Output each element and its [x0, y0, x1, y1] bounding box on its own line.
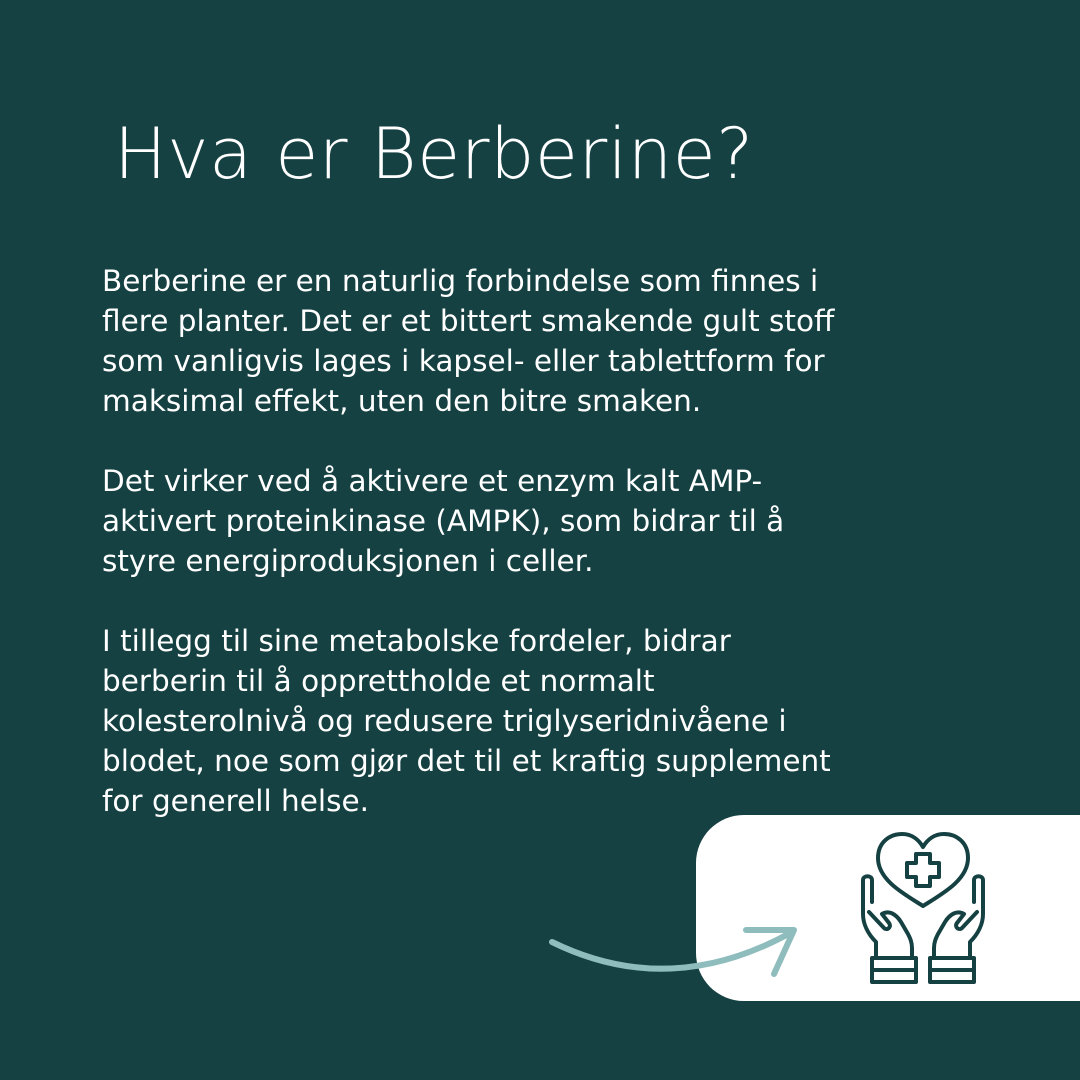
text-line: Det virker ved å aktivere et enzym kalt AMP-: [102, 464, 763, 498]
curved-arrow-icon: [540, 910, 810, 1000]
body-text: [102, 261, 1002, 821]
text-line: kolesterolnivå og redusere triglyseridnivåene i: [102, 704, 787, 738]
page-title: Hva er Berberine?: [114, 113, 754, 195]
text-line: styre energiproduksjonen i celler.: [102, 544, 594, 578]
paragraph-mechanism: [102, 461, 1002, 581]
text-line: flere planter. Det er et bittert smakende gult stoff: [102, 304, 835, 338]
text-line: som vanligvis lages i kapsel- eller tablettform for: [102, 344, 825, 378]
text-line: Berberine er en naturlig forbindelse som finnes i: [102, 264, 819, 298]
paragraph-benefits: [102, 621, 1002, 821]
text-line: blodet, noe som gjør det til et kraftig supplement: [102, 744, 831, 778]
hands-holding-heart-cross-icon: [856, 830, 990, 990]
text-line: I tillegg til sine metabolske fordeler, bidrar: [102, 624, 731, 658]
text-line: for generell helse.: [102, 784, 369, 818]
paragraph-intro: [102, 261, 1002, 421]
text-line: maksimal effekt, uten den bitre smaken.: [102, 384, 702, 418]
text-line: aktivert proteinkinase (AMPK), som bidrar til å: [102, 504, 785, 538]
text-line: berberin til å opprettholde et normalt: [102, 664, 655, 698]
